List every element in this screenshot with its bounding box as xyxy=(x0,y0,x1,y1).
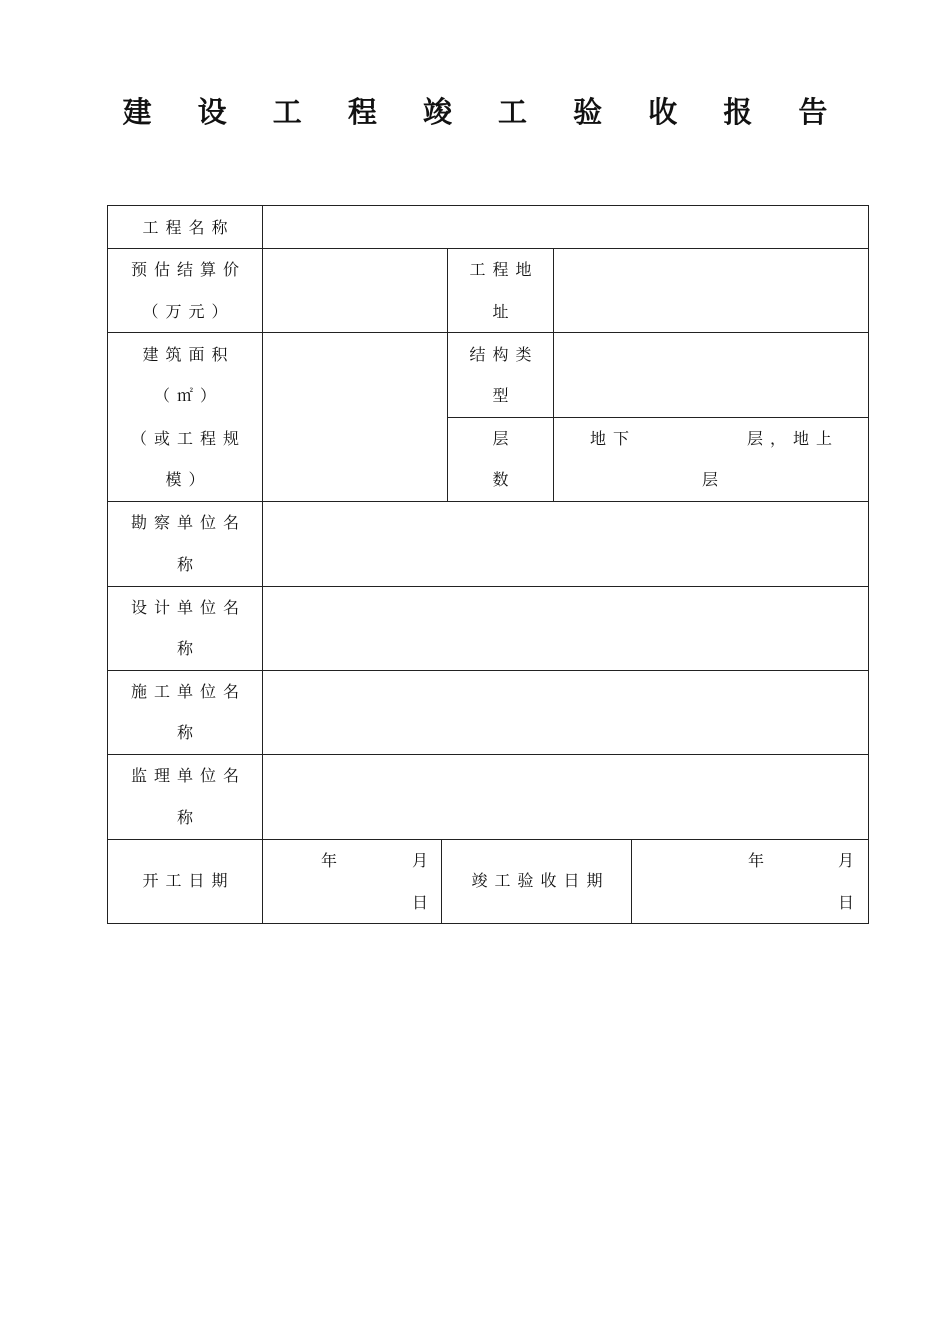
completion-date-day-label: 日 xyxy=(838,893,862,912)
construction-unit-field[interactable] xyxy=(263,671,868,754)
underground-floors-label: 地下 xyxy=(590,429,637,448)
survey-unit-label-cont: 称 xyxy=(176,555,200,574)
project-name-field[interactable] xyxy=(263,206,868,248)
structure-type-label-cont: 型 xyxy=(492,386,516,405)
column-divider xyxy=(447,248,448,502)
table-row-divider xyxy=(447,417,869,418)
floors-label-cont: 数 xyxy=(492,470,516,489)
supervision-unit-label: 监理单位名 xyxy=(130,766,246,785)
table-border-bottom xyxy=(107,923,869,924)
start-date-day-label: 日 xyxy=(412,893,436,912)
start-date-year-label: 年 xyxy=(321,851,345,870)
underground-floors-field[interactable] xyxy=(637,421,742,457)
table-border-right xyxy=(868,205,869,924)
estimated-price-unit-label: （万元） xyxy=(142,302,235,321)
project-scale-label-cont: 模） xyxy=(165,470,212,489)
completion-date-year-label: 年 xyxy=(748,851,772,870)
estimated-price-label: 预估结算价 xyxy=(130,260,246,279)
design-unit-label: 设计单位名 xyxy=(130,598,246,617)
design-unit-label-cont: 称 xyxy=(176,639,200,658)
design-unit-field[interactable] xyxy=(263,587,868,670)
page-title: 建 设 工 程 竣 工 验 收 报 告 xyxy=(122,95,846,129)
floors-label: 层 xyxy=(492,429,516,448)
floor-area-label: 建筑面积 xyxy=(142,345,235,364)
completion-date-label: 竣工验收日期 xyxy=(471,871,610,890)
start-date-month-label: 月 xyxy=(412,851,436,870)
construction-unit-label: 施工单位名 xyxy=(130,682,246,701)
start-date-label: 开工日期 xyxy=(142,871,235,890)
estimated-price-field[interactable] xyxy=(263,249,447,332)
supervision-unit-field[interactable] xyxy=(263,755,868,839)
completion-date-month-label: 月 xyxy=(838,851,862,870)
address-label-cont: 址 xyxy=(492,302,516,321)
structure-type-field[interactable] xyxy=(554,333,868,417)
address-label: 工程地 xyxy=(469,260,539,279)
project-name-label: 工程名称 xyxy=(142,218,235,237)
floor-unit-label: 层 xyxy=(702,470,726,489)
survey-unit-field[interactable] xyxy=(263,502,868,586)
acceptance-report-form xyxy=(107,205,869,924)
above-ground-floors-label: 层，地上 xyxy=(747,429,840,448)
above-ground-floors-field[interactable] xyxy=(567,461,697,497)
structure-type-label: 结构类 xyxy=(469,345,539,364)
survey-unit-label: 勘察单位名 xyxy=(130,513,246,532)
floor-area-field[interactable] xyxy=(263,333,447,501)
construction-unit-label-cont: 称 xyxy=(176,723,200,742)
floor-area-unit-label: （㎡） xyxy=(153,386,223,405)
supervision-unit-label-cont: 称 xyxy=(176,808,200,827)
address-field[interactable] xyxy=(554,249,868,332)
project-scale-label: （或工程规 xyxy=(130,429,246,448)
